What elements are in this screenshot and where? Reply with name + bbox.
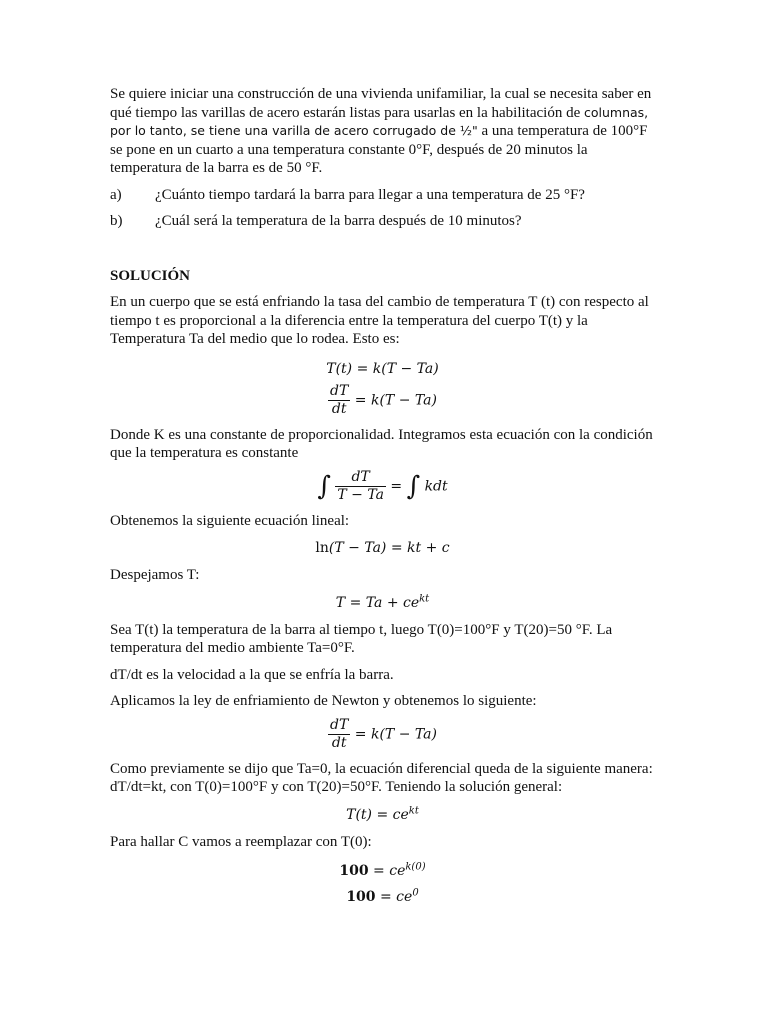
- equals-sign: =: [390, 478, 403, 494]
- equation-rest: (T − Ta) = kt + c: [328, 540, 450, 556]
- exponent: k(0): [405, 861, 426, 873]
- fraction-numerator: dT: [330, 716, 349, 733]
- paragraph-2: Donde K es una constante de proporcionalidad. Integramos esta ecuación con la condición que la temperatura es constante: [110, 426, 653, 461]
- equation-rhs: = k(T − Ta): [354, 726, 437, 742]
- ln-operator: ln: [315, 540, 329, 556]
- paragraph-5: Sea T(t) la temperatura de la barra al tiempo t, luego T(0)=100°F y T(20)=50 °F. La temperatura del medio ambiente Ta=0°F.: [110, 621, 613, 656]
- fraction-numerator: dT: [330, 382, 349, 399]
- equation-base: T = Ta + ce: [335, 594, 420, 611]
- paragraph-4: Despejamos T:: [110, 567, 200, 583]
- equation-4: [110, 538, 655, 558]
- question-label: a): [110, 186, 122, 203]
- exponent: 0: [412, 887, 419, 899]
- equation-6: [110, 717, 655, 752]
- fraction-denominator: T − Ta: [337, 486, 384, 503]
- paragraph-8: Como previamente se dijo que Ta=0, la ecuación diferencial queda de la siguiente manera: dT/dt=kt, con T(0)=100°F y con T(20)=50°F. Teniendo la solución general:: [110, 760, 653, 795]
- equation-base: T(t) = ce: [346, 806, 409, 823]
- equation-7: [110, 805, 655, 825]
- document-page: [110, 85, 655, 907]
- equation-5: [110, 593, 655, 613]
- paragraph-1: En un cuerpo que se está enfriando la tasa del cambio de temperatura T (t) con respecto al tiempo t es proporcional a la diferencia entre la temperatura del cuerpo T(t) y la Temperatura Ta del medio que lo rodea. Esto es:: [110, 294, 649, 347]
- intro-text-2: columnas, por lo tanto, se tiene una varilla de acero corrugado de ½": [110, 104, 649, 138]
- exponent: kt: [419, 592, 430, 604]
- fraction: [335, 469, 386, 504]
- equation-8: [110, 861, 655, 881]
- equation-number: 100: [339, 863, 369, 879]
- fraction-numerator: dT: [335, 469, 386, 487]
- equation-rhs: = k(T − Ta): [354, 392, 437, 408]
- question-text: ¿Cuál será la temperatura de la barra después de 10 minutos?: [155, 213, 522, 229]
- fraction: [328, 717, 350, 752]
- intro-paragraph: [110, 85, 655, 178]
- fraction-denominator: dt: [331, 400, 347, 417]
- intro-text-3: a una temperatura de 100°F se pone en un cuarto a una temperatura constante 0°F, después de 20 minutos la temperatura de la barra es de 50 °F.: [110, 123, 648, 176]
- fraction: [328, 383, 350, 418]
- equation-number: 100: [346, 889, 376, 905]
- paragraph-6: dT/dt es la velocidad a la que se enfría la barra.: [110, 666, 394, 683]
- intro-text-1: Se quiere iniciar una construcción de una vivienda unifamiliar, la cual se necesita saber en qué tiempo las varillas de acero estarán listas para usarlas en la habilitación de: [110, 86, 652, 121]
- integral-symbol: ∫: [406, 471, 421, 501]
- question-a: [110, 186, 655, 205]
- integral-symbol: ∫: [317, 471, 331, 501]
- question-text: ¿Cuánto tiempo tardará la barra para llegar a una temperatura de 25 °F?: [155, 186, 585, 203]
- question-label: b): [110, 213, 123, 229]
- paragraph-3: Obtenemos la siguiente ecuación lineal:: [110, 512, 350, 529]
- paragraph-7: Aplicamos la ley de enfriamiento de Newton y obtenemos lo siguiente:: [110, 693, 537, 709]
- equation-2: [110, 383, 655, 418]
- equation-rest: = ce: [375, 889, 413, 905]
- equation-1: T(t) = k(T − Ta): [326, 360, 439, 377]
- equation-3: [110, 469, 655, 504]
- fraction-denominator: dt: [331, 734, 347, 751]
- solution-heading: SOLUCIÓN: [110, 267, 191, 284]
- equation-rest: = ce: [368, 863, 406, 879]
- equation-9: [110, 887, 655, 907]
- question-b: [110, 212, 655, 231]
- paragraph-9: Para hallar C vamos a reemplazar con T(0):: [110, 833, 372, 850]
- exponent: kt: [408, 804, 419, 816]
- integral-rhs: kdt: [424, 478, 448, 494]
